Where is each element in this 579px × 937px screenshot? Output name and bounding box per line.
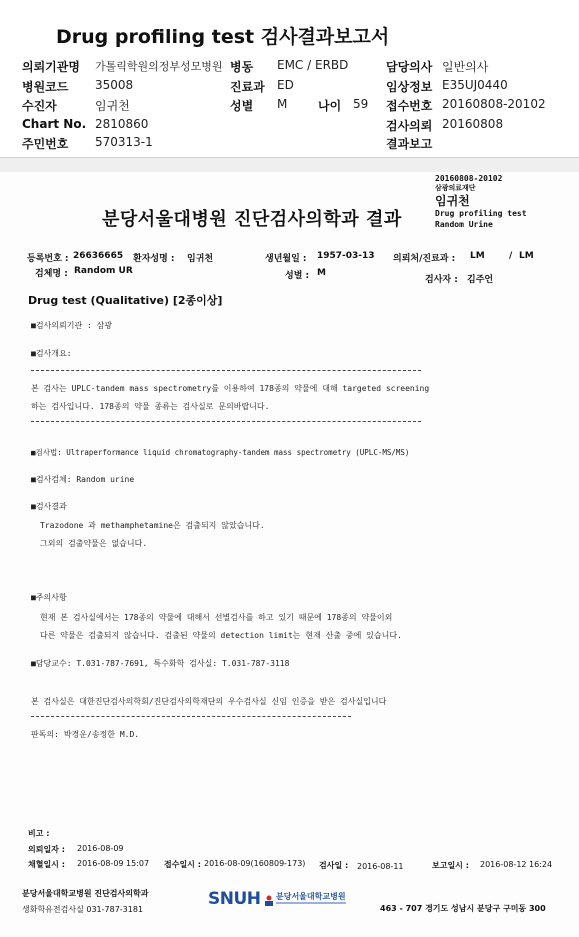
line-overview-heading: ■검사개요: xyxy=(31,349,72,358)
line-note-heading: ■주의사항 xyxy=(31,593,67,602)
value-sex: M xyxy=(277,97,288,111)
value-doctor: 일반의사 xyxy=(442,60,489,74)
line-method: ■검사법: Ultraperformance liquid chromatography-tandem mass spectrometry (UPLC-MS/MS) xyxy=(31,448,410,457)
label-dob: 생년월일 : xyxy=(265,254,307,264)
line-agency: ■검사의뢰기관 : 삼광 xyxy=(31,321,113,330)
value-test-date: 2016-08-11 xyxy=(357,862,404,871)
label-patient: 수진자 xyxy=(22,99,57,113)
line-result-heading: ■검사결과 xyxy=(31,502,67,511)
label-test-request: 검사의뢰 xyxy=(386,119,433,133)
value-chart-no: 2810860 xyxy=(95,117,149,131)
label-result-report: 결과보고 xyxy=(386,137,433,151)
label-requesting-org: 의뢰기관명 xyxy=(22,60,80,74)
label-hospital-code: 병원코드 xyxy=(22,80,69,94)
label-receipt-no: 접수번호 xyxy=(386,99,433,113)
label-tester: 검사자 : xyxy=(425,275,458,285)
line-specimen: ■검사검체: Random urine xyxy=(31,475,135,484)
value-request-date: 2016-08-09 xyxy=(77,844,124,853)
separator-dashed xyxy=(31,716,351,717)
label-chart-no: Chart No. xyxy=(22,117,87,131)
value-dept-2: LM xyxy=(519,251,534,261)
stamp-org: 삼광의료재단 xyxy=(435,184,476,192)
value-report-time: 2016-08-12 16:24 xyxy=(480,860,553,869)
label-report-sex: 성별 : xyxy=(285,271,310,281)
logo-text: SNUH xyxy=(208,889,261,909)
value-receipt: 2016-08-09(160809-173) xyxy=(204,859,306,868)
label-sex: 성별 xyxy=(230,99,254,113)
stamp-test: Drug profiling test xyxy=(435,209,527,218)
value-age: 59 xyxy=(353,97,369,111)
value-patient: 임귀천 xyxy=(95,99,130,113)
label-collection: 채혈일시 : xyxy=(28,860,65,869)
value-dept-1: LM xyxy=(470,251,485,261)
label-ward: 병동 xyxy=(230,60,254,74)
label-reg-no: 등록번호 : xyxy=(27,254,69,264)
label-request-date: 의뢰일자 : xyxy=(28,845,65,854)
label-department: 진료과 xyxy=(230,80,265,94)
value-collection: 2016-08-09 15:07 xyxy=(77,859,150,868)
divider-band xyxy=(0,158,579,172)
value-reg-no: 26636665 xyxy=(73,251,124,261)
footer-lab-phone: 생화학유전검사실 031-787-3181 xyxy=(22,905,144,914)
footer-hospital: 분당서울대학교병원 진단검사의학과 xyxy=(22,889,149,898)
label-clinical-info: 임상정보 xyxy=(386,80,433,94)
value-receipt-no: 20160808-20102 xyxy=(442,97,546,111)
report-heading: 분당서울대병원 진단검사의학과 결과 xyxy=(102,209,402,230)
line-contact: ■담당교수: T.031-787-7691, 특수화학 검사실: T.031-787-3118 xyxy=(31,659,290,668)
label-report-time: 보고일시 : xyxy=(432,861,469,870)
logo-emblem-icon xyxy=(264,892,274,904)
separator-dashed xyxy=(31,370,421,371)
value-ward: EMC / ERBD xyxy=(277,58,349,72)
label-specimen: 검체명 : xyxy=(35,269,68,279)
label-receipt: 접수일시 : xyxy=(164,860,201,869)
value-hospital-code: 35008 xyxy=(95,78,134,92)
value-test-request: 20160808 xyxy=(442,117,504,131)
stamp-id: 20160808-20102 xyxy=(435,174,503,183)
logo-underline xyxy=(276,902,346,904)
label-dept: 의뢰처/진료과 : xyxy=(393,254,456,264)
line-reader: 판독의: 박경운/송정한 M.D. xyxy=(31,730,140,739)
line-certification: 본 검사실은 대한진단검사의학회/진단검사의학재단의 우수검사실 신임 인증을 받은 검사실입니다 xyxy=(31,697,387,706)
line-result-1: Trazodone 과 methamphetamine은 검출되지 않았습니다. xyxy=(40,521,265,530)
value-tester: 김주언 xyxy=(467,275,494,285)
label-test-date: 검사일 : xyxy=(319,861,349,870)
test-title: Drug test (Qualitative) [2종이상] xyxy=(28,294,223,307)
line-note-2: 다른 약물은 검출되지 않습니다. 검출된 약물의 detection limit는 현재 산출 중에 있습니다. xyxy=(40,631,402,640)
stamp-name: 임귀천 xyxy=(435,194,470,208)
summary-header xyxy=(0,0,579,165)
value-clinical-info: E35UJ0440 xyxy=(442,78,508,92)
value-specimen: Random UR xyxy=(74,266,133,276)
label-resident-no: 주민번호 xyxy=(22,137,69,151)
dept-separator: / xyxy=(509,251,513,261)
line-overview-1: 본 검사는 UPLC-tandem mass spectrometry를 이용하여 178종의 약물에 대해 targeted screening xyxy=(31,384,430,393)
stamp-specimen: Random Urine xyxy=(435,220,493,229)
value-dob: 1957-03-13 xyxy=(317,251,375,261)
value-patient-name: 임귀천 xyxy=(187,254,214,264)
remark-label: 비고 : xyxy=(28,829,50,838)
line-note-1: 현재 본 검사실에서는 178종의 약물에 대해서 선별검사를 하고 있기 때문에 178종의 약물이외 xyxy=(40,613,393,622)
value-department: ED xyxy=(277,78,294,92)
label-age: 나이 xyxy=(318,99,342,113)
report-title: Drug profiling test 검사결과보고서 xyxy=(56,26,390,48)
value-resident-no: 570313-1 xyxy=(95,135,153,149)
line-overview-2: 하는 검사입니다. 178종의 약물 종류는 검사실로 문의바랍니다. xyxy=(31,402,270,411)
scanned-report xyxy=(0,172,579,937)
value-report-sex: M xyxy=(317,268,326,278)
label-patient-name: 환자성명 : xyxy=(133,254,175,264)
separator-dashed xyxy=(31,421,421,422)
label-doctor: 담당의사 xyxy=(386,60,433,74)
value-requesting-org: 가톨릭학원의정부성모병원 xyxy=(95,60,223,73)
line-result-2: 그외의 검출약물은 없습니다. xyxy=(40,539,148,548)
logo-hospital-name: 분당서울대학교병원 xyxy=(276,892,346,901)
footer-address: 463 - 707 경기도 성남시 분당구 구미동 300 xyxy=(380,904,546,913)
